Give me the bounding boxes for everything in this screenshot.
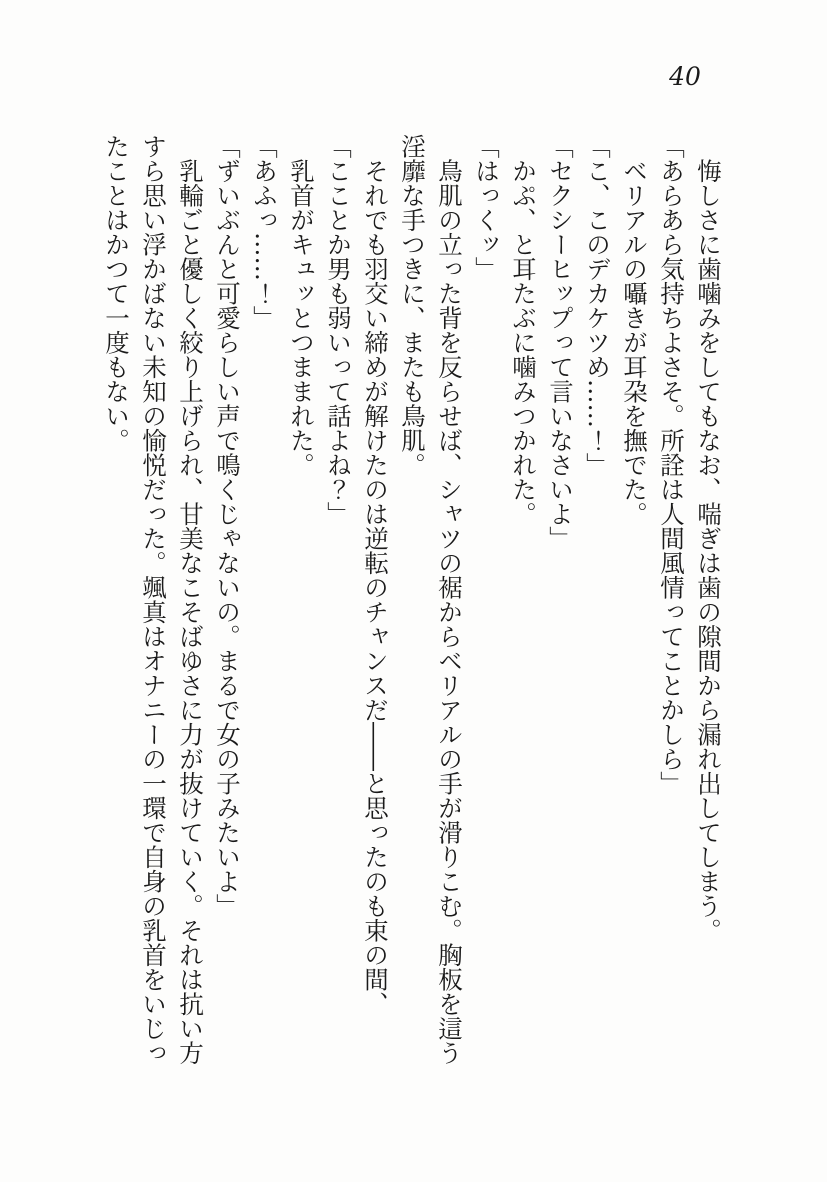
paragraph: 「あらあら気持ちよさそ。所詮は人間風情ってことかしら」	[657, 134, 686, 796]
paragraph: 「はっくッ」	[472, 134, 501, 281]
paragraph: それでも羽交い締めが解けたのは逆転のチャンスだ――と思ったのも束の間、	[361, 134, 390, 1016]
paragraph: 鳥肌の立った背を反らせば、シャツの裾からベリアルの手が滑りこむ。胸板を這う淫靡な手つきに、またも鳥肌。	[398, 134, 464, 1065]
paragraph: ベリアルの囁きが耳朶を撫でた。	[620, 134, 649, 526]
paragraph: 乳輪ごと優しく絞り上げられ、甘美なこそばゆさに力が抜けていく。それは抗い方すら思い浮かばない未知の愉悦だった。颯真はオナニーの一環で自身の乳首をいじったことはかつて一度もない。	[102, 134, 205, 1065]
paragraph: かぷ、と耳たぶに噛みつかれた。	[509, 134, 538, 526]
paragraph: 悔しさに歯噛みをしてもなお、喘ぎは歯の隙間から漏れ出してしまう。	[694, 134, 723, 943]
paragraph: 「セクシーヒップって言いなさいよ」	[546, 134, 575, 551]
paragraph: 乳首がキュッとつままれた。	[287, 134, 316, 477]
paragraph: 「ずいぶんと可愛らしい声で鳴くじゃないの。まるで女の子みたいよ」	[213, 134, 242, 918]
page-number: 40	[669, 62, 701, 91]
vertical-text-block	[95, 134, 727, 1070]
paragraph: 「こ、このデカケツめ……！」	[583, 134, 612, 477]
paragraph: 「こことか男も弱いって話よね？」	[324, 134, 353, 526]
paragraph: 「あふっ……！」	[250, 134, 279, 330]
